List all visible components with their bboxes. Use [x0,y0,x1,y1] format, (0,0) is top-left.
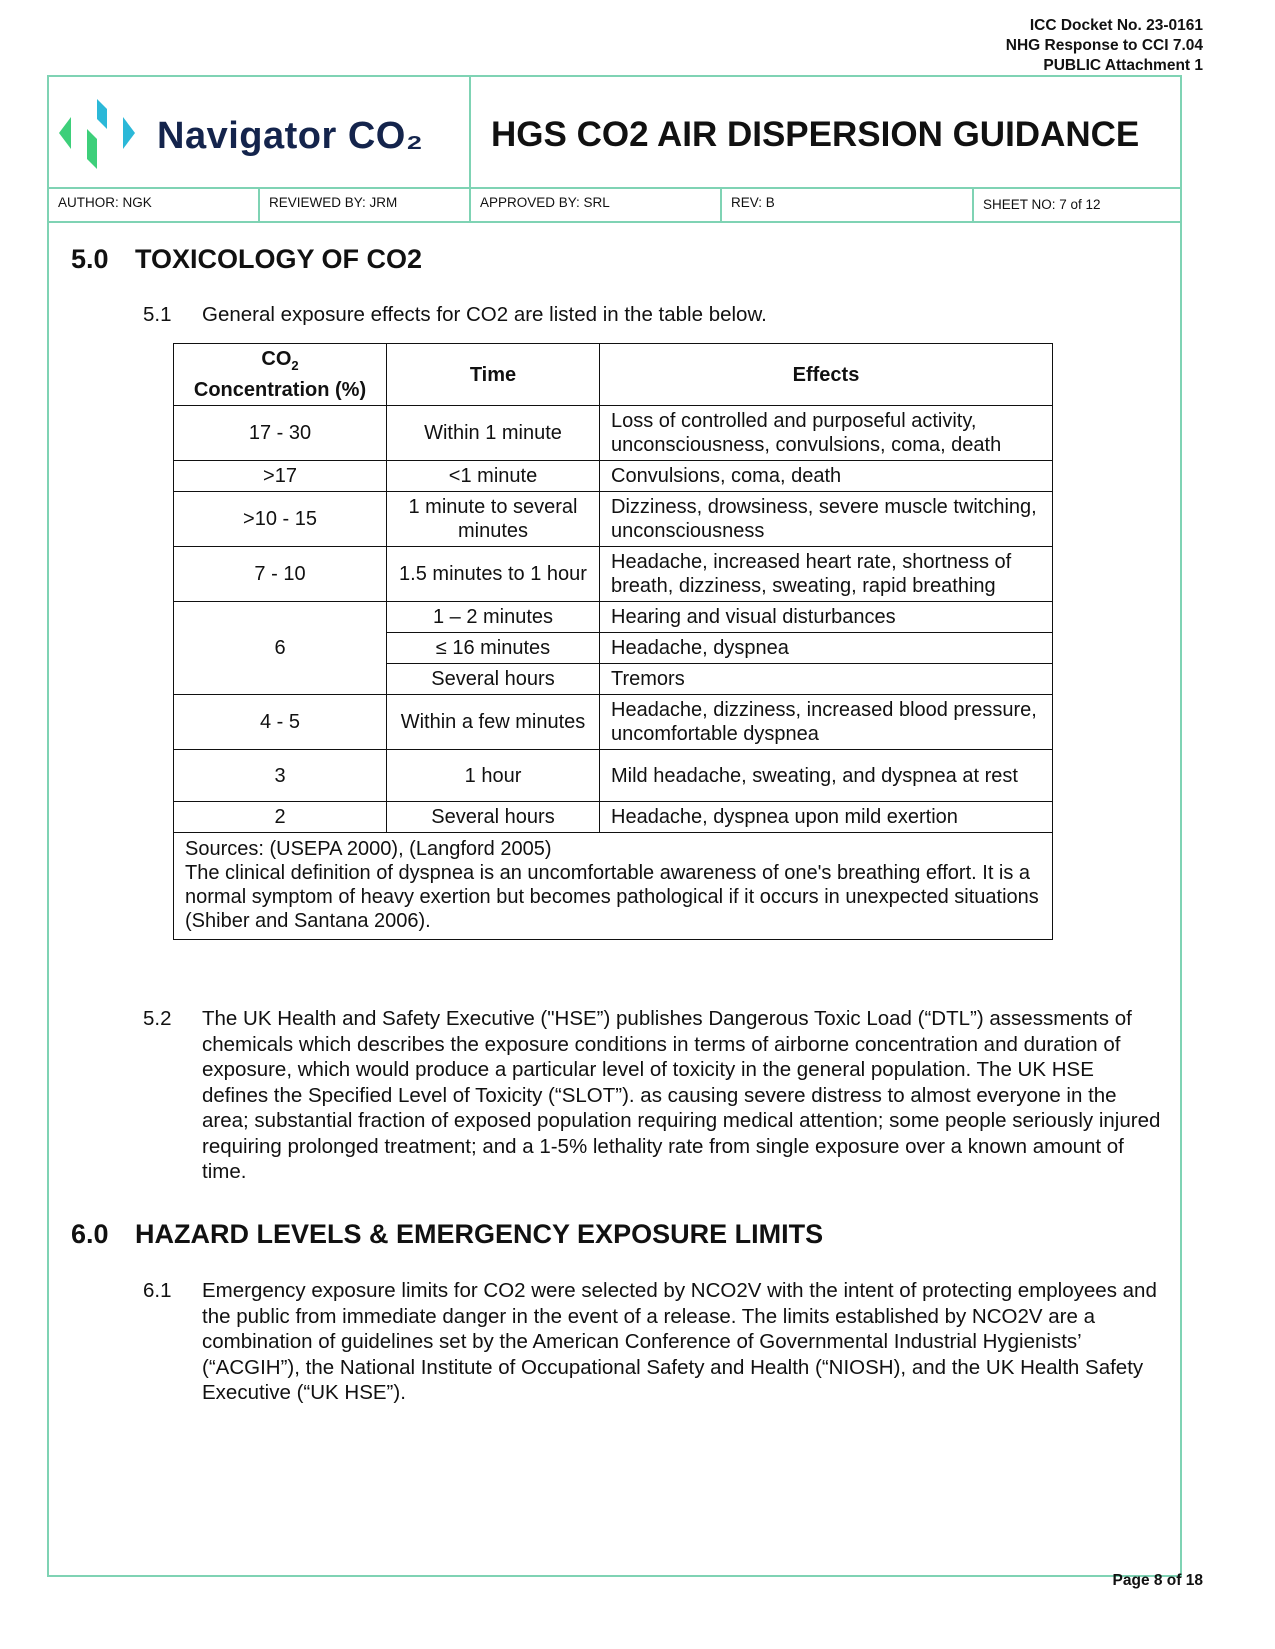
effects-cell: Hearing and visual disturbances [600,602,1053,633]
logo-cell [49,77,471,187]
reviewed-cell: REVIEWED BY: JRM [260,187,471,221]
section-5-number: 5.0 [71,244,109,274]
paragraph-6-1-number: 6.1 [143,1279,172,1302]
concentration-cell: 6 [174,602,387,695]
effects-cell: Mild headache, sweating, and dyspnea at rest [600,750,1053,802]
time-cell: Within a few minutes [387,695,600,750]
sources-text: Sources: (USEPA 2000), (Langford 2005) [185,838,552,860]
table-row [174,695,1053,750]
logo-wordmark: Navigator CO₂ [157,115,424,157]
time-cell: Within 1 minute [387,406,600,461]
time-cell: Several hours [387,802,600,833]
table-row [174,492,1053,547]
section-6-title: HAZARD LEVELS & EMERGENCY EXPOSURE LIMITS [135,1219,824,1249]
paragraph-5-2-text: The UK Health and Safety Executive ("HSE”) publishes Dangerous Toxic Load (“DTL”) assessments of chemicals which describes the exposure conditions in terms of airborne concentration and duration of exposure, which would produce a particular level of toxicity in the general population. The UK HSE defines the Specified Level of Toxicity (“SLOT”). as causing severe distress to almost everyone in the area; substantial fraction of exposed population requiring medical attention; some people seriously injured requiring prolonged treatment; and a 1-5% lethality rate from single exposure over a known amount of time. [202,1007,1161,1183]
time-cell: 1 hour [387,750,600,802]
effects-cell: Headache, dizziness, increased blood pressure, uncomfortable dyspnea [600,695,1053,750]
docket-response: NHG Response to CCI 7.04 [1005,37,1203,54]
effects-cell: Headache, dyspnea upon mild exertion [600,802,1053,833]
table-row [174,406,1053,461]
concentration-cell: 4 - 5 [174,695,387,750]
concentration-cell: 3 [174,750,387,802]
page-number: Page 8 of 18 [1112,1572,1203,1589]
table-row [174,547,1053,602]
time-cell: 1 – 2 minutes [387,602,600,633]
concentration-cell: 2 [174,802,387,833]
paragraph-5-2-number: 5.2 [143,1007,172,1030]
table-row [174,602,1053,633]
docket-number: ICC Docket No. 23-0161 [1029,17,1203,34]
dyspnea-note: The clinical definition of dyspnea is an uncomfortable awareness of one's breathing effort. It is a normal symptom of heavy exertion but becomes pathological if it occurs in unexpected situations (Shiber and Santana 2006). [185,862,1039,932]
effects-cell: Headache, dyspnea [600,633,1053,664]
effects-cell: Dizziness, drowsiness, severe muscle twitching, unconsciousness [600,492,1053,547]
table-header-row [174,344,1053,406]
table-row [174,461,1053,492]
section-5-title: TOXICOLOGY OF CO2 [135,244,423,274]
effects-cell: Loss of controlled and purposeful activity, unconsciousness, convulsions, coma, death [600,406,1053,461]
sheet-cell: SHEET NO: 7 of 12 [983,197,1101,212]
time-cell: Several hours [387,664,600,695]
effects-cell: Tremors [600,664,1053,695]
section-6-number: 6.0 [71,1219,109,1249]
docket-attachment: PUBLIC Attachment 1 [1043,57,1203,74]
time-cell: 1 minute to several minutes [387,492,600,547]
co2-effects-table [173,343,1053,940]
table-sources-row [174,833,1053,940]
concentration-cell: 17 - 30 [174,406,387,461]
author-cell: AUTHOR: NGK [49,187,260,221]
time-cell: ≤ 16 minutes [387,633,600,664]
paragraph-6-1-text: Emergency exposure limits for CO2 were selected by NCO2V with the intent of protecting employees and the public from immediate danger in the event of a release. The limits established by NCO2V are a combination of guidelines set by the American Conference of Governmental Industrial Hygienists’ (“ACGIH”), the National Institute of Occupational Safety and Health (“NIOSH), and the UK Health Safety Executive (“UK HSE”). [202,1279,1157,1404]
effects-cell: Headache, increased heart rate, shortness of breath, dizziness, sweating, rapid breathing [600,547,1053,602]
approval-row [49,187,1180,223]
section-5-heading [71,244,422,275]
header-effects: Effects [600,344,1053,406]
title-block [49,77,1180,189]
sources-cell [174,833,1053,940]
concentration-cell: >17 [174,461,387,492]
header-time: Time [387,344,600,406]
section-6-heading [71,1219,823,1250]
docket-block [1006,16,1203,76]
time-cell: 1.5 minutes to 1 hour [387,547,600,602]
rev-cell: REV: B [722,187,974,221]
paragraph-5-2 [143,1006,1163,1185]
document-title: HGS CO2 AIR DISPERSION GUIDANCE [491,115,1140,154]
time-cell: <1 minute [387,461,600,492]
paragraph-5-1-text: General exposure effects for CO2 are listed in the table below. [202,303,767,326]
effects-cell: Convulsions, coma, death [600,461,1053,492]
paragraph-5-1-number: 5.1 [143,303,172,326]
paragraph-5-1 [143,302,1163,328]
table-row [174,750,1053,802]
concentration-cell: >10 - 15 [174,492,387,547]
navigator-logo-icon [57,99,137,169]
table-row [174,802,1053,833]
approved-cell: APPROVED BY: SRL [471,187,722,221]
header-concentration: $CO_2$ Concentration (%) [174,344,387,406]
paragraph-6-1 [143,1278,1163,1406]
concentration-cell: 7 - 10 [174,547,387,602]
